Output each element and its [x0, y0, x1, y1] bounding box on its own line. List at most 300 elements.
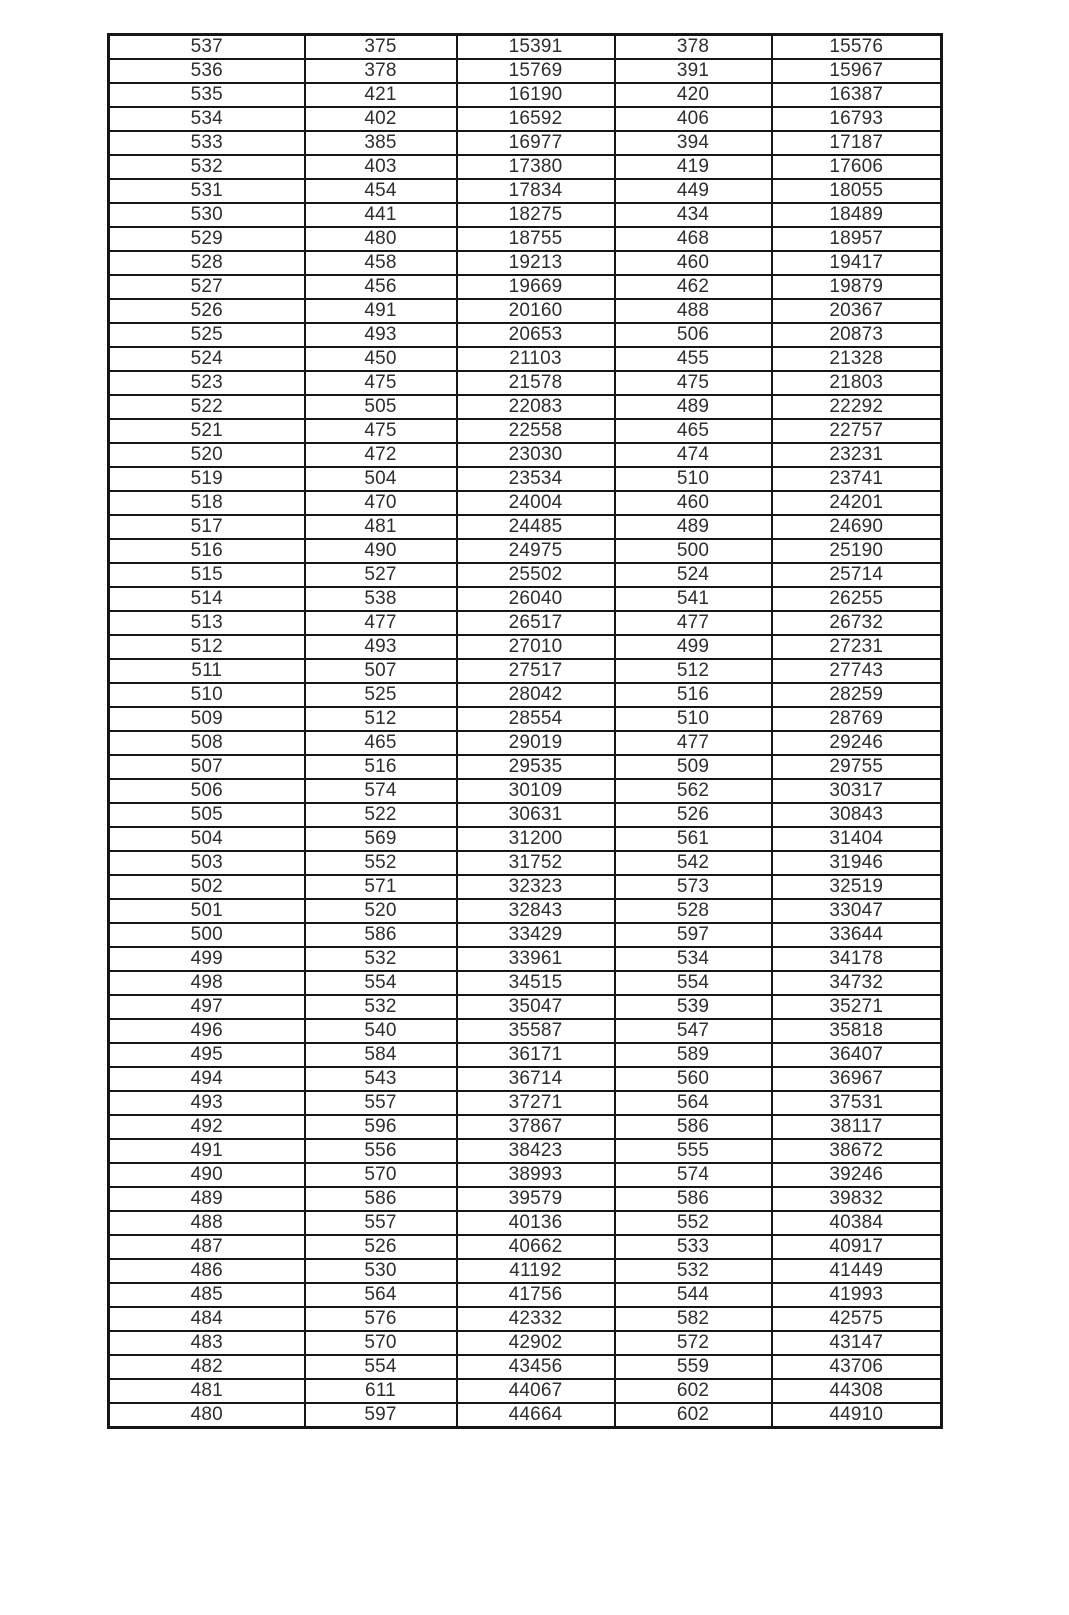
table-cell: 503 — [109, 851, 305, 875]
table-cell: 483 — [109, 1331, 305, 1355]
table-cell: 500 — [109, 923, 305, 947]
table-cell: 523 — [109, 371, 305, 395]
table-row — [109, 755, 942, 779]
table-cell: 524 — [109, 347, 305, 371]
table-cell: 22083 — [457, 395, 615, 419]
table-cell: 16977 — [457, 131, 615, 155]
table-cell: 489 — [615, 515, 772, 539]
table-cell: 44664 — [457, 1403, 615, 1428]
table-cell: 23030 — [457, 443, 615, 467]
table-cell: 20653 — [457, 323, 615, 347]
table-row — [109, 323, 942, 347]
table-cell: 477 — [615, 611, 772, 635]
table-cell: 37271 — [457, 1091, 615, 1115]
table-cell: 492 — [109, 1115, 305, 1139]
table-cell: 29019 — [457, 731, 615, 755]
table-cell: 40136 — [457, 1211, 615, 1235]
table-cell: 514 — [109, 587, 305, 611]
table-cell: 542 — [615, 851, 772, 875]
table-cell: 495 — [109, 1043, 305, 1067]
table-cell: 18957 — [772, 227, 942, 251]
table-cell: 527 — [305, 563, 457, 587]
table-cell: 43147 — [772, 1331, 942, 1355]
table-cell: 31200 — [457, 827, 615, 851]
table-cell: 477 — [305, 611, 457, 635]
table-row — [109, 347, 942, 371]
table-cell: 477 — [615, 731, 772, 755]
table-cell: 375 — [305, 35, 457, 60]
table-row — [109, 1259, 942, 1283]
table-cell: 498 — [109, 971, 305, 995]
table-cell: 15391 — [457, 35, 615, 60]
table-cell: 572 — [615, 1331, 772, 1355]
table-cell: 18275 — [457, 203, 615, 227]
table-cell: 385 — [305, 131, 457, 155]
table-row — [109, 947, 942, 971]
table-cell: 40662 — [457, 1235, 615, 1259]
table-cell: 490 — [305, 539, 457, 563]
table-cell: 544 — [615, 1283, 772, 1307]
table-row — [109, 1283, 942, 1307]
table-cell: 597 — [615, 923, 772, 947]
table-cell: 41993 — [772, 1283, 942, 1307]
table-cell: 481 — [109, 1379, 305, 1403]
table-cell: 520 — [305, 899, 457, 923]
table-cell: 534 — [615, 947, 772, 971]
table-cell: 43456 — [457, 1355, 615, 1379]
table-cell: 465 — [305, 731, 457, 755]
table-cell: 481 — [305, 515, 457, 539]
table-cell: 512 — [305, 707, 457, 731]
table-cell: 391 — [615, 59, 772, 83]
table-cell: 32519 — [772, 875, 942, 899]
table-cell: 30631 — [457, 803, 615, 827]
table-row — [109, 1115, 942, 1139]
table-cell: 489 — [615, 395, 772, 419]
table-row — [109, 635, 942, 659]
table-row — [109, 875, 942, 899]
table-cell: 576 — [305, 1307, 457, 1331]
table-cell: 552 — [615, 1211, 772, 1235]
table-cell: 522 — [305, 803, 457, 827]
table-row — [109, 131, 942, 155]
table-cell: 37867 — [457, 1115, 615, 1139]
table-cell: 403 — [305, 155, 457, 179]
table-cell: 25190 — [772, 539, 942, 563]
table-cell: 537 — [109, 35, 305, 60]
table-row — [109, 515, 942, 539]
table-cell: 27231 — [772, 635, 942, 659]
table-row — [109, 35, 942, 60]
table-cell: 517 — [109, 515, 305, 539]
table-cell: 44308 — [772, 1379, 942, 1403]
table-cell: 23741 — [772, 467, 942, 491]
table-cell: 16793 — [772, 107, 942, 131]
table-cell: 540 — [305, 1019, 457, 1043]
table-cell: 36171 — [457, 1043, 615, 1067]
table-cell: 30843 — [772, 803, 942, 827]
table-cell: 532 — [305, 995, 457, 1019]
table-row — [109, 251, 942, 275]
table-cell: 42902 — [457, 1331, 615, 1355]
table-cell: 31946 — [772, 851, 942, 875]
table-cell: 34178 — [772, 947, 942, 971]
table-cell: 21578 — [457, 371, 615, 395]
table-cell: 30317 — [772, 779, 942, 803]
table-row — [109, 803, 942, 827]
table-cell: 475 — [305, 371, 457, 395]
table-row — [109, 491, 942, 515]
table-cell: 559 — [615, 1355, 772, 1379]
table-row — [109, 1211, 942, 1235]
table-cell: 532 — [305, 947, 457, 971]
table-cell: 510 — [615, 707, 772, 731]
table-cell: 531 — [109, 179, 305, 203]
table-cell: 39246 — [772, 1163, 942, 1187]
table-cell: 16592 — [457, 107, 615, 131]
table-cell: 480 — [305, 227, 457, 251]
table-cell: 450 — [305, 347, 457, 371]
table-cell: 22757 — [772, 419, 942, 443]
table-cell: 20160 — [457, 299, 615, 323]
table-cell: 378 — [615, 35, 772, 60]
table-cell: 34732 — [772, 971, 942, 995]
table-cell: 530 — [305, 1259, 457, 1283]
table-cell: 19417 — [772, 251, 942, 275]
table-cell: 15769 — [457, 59, 615, 83]
table-cell: 562 — [615, 779, 772, 803]
table-cell: 472 — [305, 443, 457, 467]
table-cell: 524 — [615, 563, 772, 587]
table-cell: 536 — [109, 59, 305, 83]
table-cell: 24485 — [457, 515, 615, 539]
table-cell: 34515 — [457, 971, 615, 995]
table-cell: 24690 — [772, 515, 942, 539]
table-cell: 28769 — [772, 707, 942, 731]
table-cell: 37531 — [772, 1091, 942, 1115]
table-row — [109, 1355, 942, 1379]
table-cell: 496 — [109, 1019, 305, 1043]
table-cell: 24004 — [457, 491, 615, 515]
table-row — [109, 371, 942, 395]
table-cell: 509 — [109, 707, 305, 731]
table-cell: 488 — [615, 299, 772, 323]
table-row — [109, 467, 942, 491]
table-cell: 35818 — [772, 1019, 942, 1043]
table-cell: 538 — [305, 587, 457, 611]
table-cell: 482 — [109, 1355, 305, 1379]
table-cell: 596 — [305, 1115, 457, 1139]
table-cell: 465 — [615, 419, 772, 443]
table-row — [109, 107, 942, 131]
table-row — [109, 971, 942, 995]
table-cell: 29535 — [457, 755, 615, 779]
table-row — [109, 587, 942, 611]
table-cell: 24201 — [772, 491, 942, 515]
table-cell: 573 — [615, 875, 772, 899]
table-cell: 525 — [305, 683, 457, 707]
table-cell: 513 — [109, 611, 305, 635]
table-cell: 510 — [109, 683, 305, 707]
table-row — [109, 683, 942, 707]
table-row — [109, 419, 942, 443]
table-cell: 40917 — [772, 1235, 942, 1259]
table-cell: 500 — [615, 539, 772, 563]
table-row — [109, 155, 942, 179]
table-cell: 552 — [305, 851, 457, 875]
table-cell: 28554 — [457, 707, 615, 731]
table-cell: 491 — [305, 299, 457, 323]
table-cell: 505 — [305, 395, 457, 419]
table-cell: 394 — [615, 131, 772, 155]
table-cell: 44910 — [772, 1403, 942, 1428]
table-cell: 28259 — [772, 683, 942, 707]
table-cell: 42332 — [457, 1307, 615, 1331]
table-cell: 38993 — [457, 1163, 615, 1187]
table-cell: 42575 — [772, 1307, 942, 1331]
table-row — [109, 1139, 942, 1163]
table-row — [109, 203, 942, 227]
table-cell: 454 — [305, 179, 457, 203]
table-cell: 533 — [109, 131, 305, 155]
table-cell: 35587 — [457, 1019, 615, 1043]
table-cell: 19213 — [457, 251, 615, 275]
table-cell: 493 — [305, 635, 457, 659]
table-row — [109, 1067, 942, 1091]
table-cell: 39832 — [772, 1187, 942, 1211]
table-row — [109, 275, 942, 299]
table-row — [109, 1091, 942, 1115]
table-cell: 510 — [615, 467, 772, 491]
table-cell: 512 — [615, 659, 772, 683]
table-cell: 17380 — [457, 155, 615, 179]
table-cell: 378 — [305, 59, 457, 83]
table-cell: 36407 — [772, 1043, 942, 1067]
table-cell: 17606 — [772, 155, 942, 179]
table-cell: 41192 — [457, 1259, 615, 1283]
table-cell: 31404 — [772, 827, 942, 851]
table-cell: 574 — [305, 779, 457, 803]
table-cell: 586 — [615, 1115, 772, 1139]
table-cell: 19669 — [457, 275, 615, 299]
table-row — [109, 83, 942, 107]
table-row — [109, 827, 942, 851]
table-row — [109, 563, 942, 587]
table-cell: 602 — [615, 1403, 772, 1428]
table-cell: 493 — [305, 323, 457, 347]
table-row — [109, 1163, 942, 1187]
table-cell: 26040 — [457, 587, 615, 611]
table-cell: 493 — [109, 1091, 305, 1115]
table-cell: 570 — [305, 1163, 457, 1187]
table-cell: 497 — [109, 995, 305, 1019]
table-row — [109, 1307, 942, 1331]
table-cell: 30109 — [457, 779, 615, 803]
table-cell: 28042 — [457, 683, 615, 707]
table-cell: 484 — [109, 1307, 305, 1331]
table-cell: 526 — [615, 803, 772, 827]
table-cell: 33047 — [772, 899, 942, 923]
table-cell: 32843 — [457, 899, 615, 923]
table-cell: 27743 — [772, 659, 942, 683]
table-cell: 526 — [109, 299, 305, 323]
table-cell: 525 — [109, 323, 305, 347]
table-cell: 38117 — [772, 1115, 942, 1139]
table-cell: 541 — [615, 587, 772, 611]
table-cell: 43706 — [772, 1355, 942, 1379]
table-cell: 534 — [109, 107, 305, 131]
table-cell: 17834 — [457, 179, 615, 203]
table-cell: 35047 — [457, 995, 615, 1019]
table-row — [109, 395, 942, 419]
table-cell: 602 — [615, 1379, 772, 1403]
table-cell: 44067 — [457, 1379, 615, 1403]
table-cell: 458 — [305, 251, 457, 275]
table-cell: 564 — [615, 1091, 772, 1115]
table-cell: 543 — [305, 1067, 457, 1091]
table-cell: 554 — [305, 971, 457, 995]
table-cell: 15967 — [772, 59, 942, 83]
table-cell: 27010 — [457, 635, 615, 659]
table-cell: 554 — [615, 971, 772, 995]
table-cell: 505 — [109, 803, 305, 827]
table-cell: 494 — [109, 1067, 305, 1091]
table-cell: 26732 — [772, 611, 942, 635]
table-cell: 31752 — [457, 851, 615, 875]
table-cell: 569 — [305, 827, 457, 851]
table-row — [109, 899, 942, 923]
table-cell: 20873 — [772, 323, 942, 347]
table-cell: 529 — [109, 227, 305, 251]
score-distribution-table — [107, 33, 943, 1429]
table-cell: 597 — [305, 1403, 457, 1428]
table-cell: 516 — [615, 683, 772, 707]
table-cell: 41756 — [457, 1283, 615, 1307]
table-row — [109, 995, 942, 1019]
table-cell: 38423 — [457, 1139, 615, 1163]
table-cell: 455 — [615, 347, 772, 371]
table-cell: 420 — [615, 83, 772, 107]
table-cell: 584 — [305, 1043, 457, 1067]
table-row — [109, 227, 942, 251]
table-cell: 530 — [109, 203, 305, 227]
table-cell: 532 — [109, 155, 305, 179]
table-cell: 527 — [109, 275, 305, 299]
table-cell: 506 — [109, 779, 305, 803]
table-cell: 460 — [615, 251, 772, 275]
table-row — [109, 1235, 942, 1259]
table-cell: 462 — [615, 275, 772, 299]
table-cell: 515 — [109, 563, 305, 587]
table-cell: 516 — [109, 539, 305, 563]
table-cell: 611 — [305, 1379, 457, 1403]
table-cell: 21103 — [457, 347, 615, 371]
table-cell: 491 — [109, 1139, 305, 1163]
table-cell: 33961 — [457, 947, 615, 971]
table-row — [109, 851, 942, 875]
table-cell: 507 — [305, 659, 457, 683]
table-cell: 16190 — [457, 83, 615, 107]
table-cell: 571 — [305, 875, 457, 899]
table-cell: 460 — [615, 491, 772, 515]
score-table-body — [109, 35, 942, 1428]
table-cell: 29755 — [772, 755, 942, 779]
table-cell: 475 — [615, 371, 772, 395]
table-row — [109, 659, 942, 683]
table-row — [109, 179, 942, 203]
table-cell: 32323 — [457, 875, 615, 899]
table-cell: 24975 — [457, 539, 615, 563]
table-cell: 589 — [615, 1043, 772, 1067]
table-cell: 36714 — [457, 1067, 615, 1091]
table-row — [109, 539, 942, 563]
table-cell: 556 — [305, 1139, 457, 1163]
table-cell: 449 — [615, 179, 772, 203]
table-cell: 16387 — [772, 83, 942, 107]
table-row — [109, 1187, 942, 1211]
table-cell: 38672 — [772, 1139, 942, 1163]
table-cell: 522 — [109, 395, 305, 419]
table-cell: 487 — [109, 1235, 305, 1259]
table-cell: 26517 — [457, 611, 615, 635]
table-row — [109, 923, 942, 947]
table-cell: 504 — [305, 467, 457, 491]
table-cell: 506 — [615, 323, 772, 347]
table-cell: 521 — [109, 419, 305, 443]
table-cell: 501 — [109, 899, 305, 923]
table-cell: 21328 — [772, 347, 942, 371]
table-cell: 555 — [615, 1139, 772, 1163]
table-cell: 456 — [305, 275, 457, 299]
table-cell: 36967 — [772, 1067, 942, 1091]
table-cell: 22292 — [772, 395, 942, 419]
table-cell: 18055 — [772, 179, 942, 203]
table-cell: 570 — [305, 1331, 457, 1355]
table-cell: 474 — [615, 443, 772, 467]
table-cell: 574 — [615, 1163, 772, 1187]
table-row — [109, 707, 942, 731]
table-cell: 504 — [109, 827, 305, 851]
table-cell: 539 — [615, 995, 772, 1019]
table-cell: 582 — [615, 1307, 772, 1331]
table-cell: 557 — [305, 1211, 457, 1235]
table-cell: 508 — [109, 731, 305, 755]
table-cell: 19879 — [772, 275, 942, 299]
table-cell: 557 — [305, 1091, 457, 1115]
table-cell: 535 — [109, 83, 305, 107]
table-row — [109, 1403, 942, 1428]
table-cell: 468 — [615, 227, 772, 251]
table-cell: 419 — [615, 155, 772, 179]
table-cell: 512 — [109, 635, 305, 659]
table-cell: 532 — [615, 1259, 772, 1283]
table-cell: 475 — [305, 419, 457, 443]
table-cell: 26255 — [772, 587, 942, 611]
table-row — [109, 779, 942, 803]
table-cell: 480 — [109, 1403, 305, 1428]
table-cell: 18489 — [772, 203, 942, 227]
table-cell: 520 — [109, 443, 305, 467]
table-cell: 499 — [615, 635, 772, 659]
table-cell: 490 — [109, 1163, 305, 1187]
table-cell: 17187 — [772, 131, 942, 155]
table-cell: 511 — [109, 659, 305, 683]
table-cell: 23534 — [457, 467, 615, 491]
table-row — [109, 1379, 942, 1403]
table-cell: 519 — [109, 467, 305, 491]
table-row — [109, 1331, 942, 1355]
table-row — [109, 1019, 942, 1043]
